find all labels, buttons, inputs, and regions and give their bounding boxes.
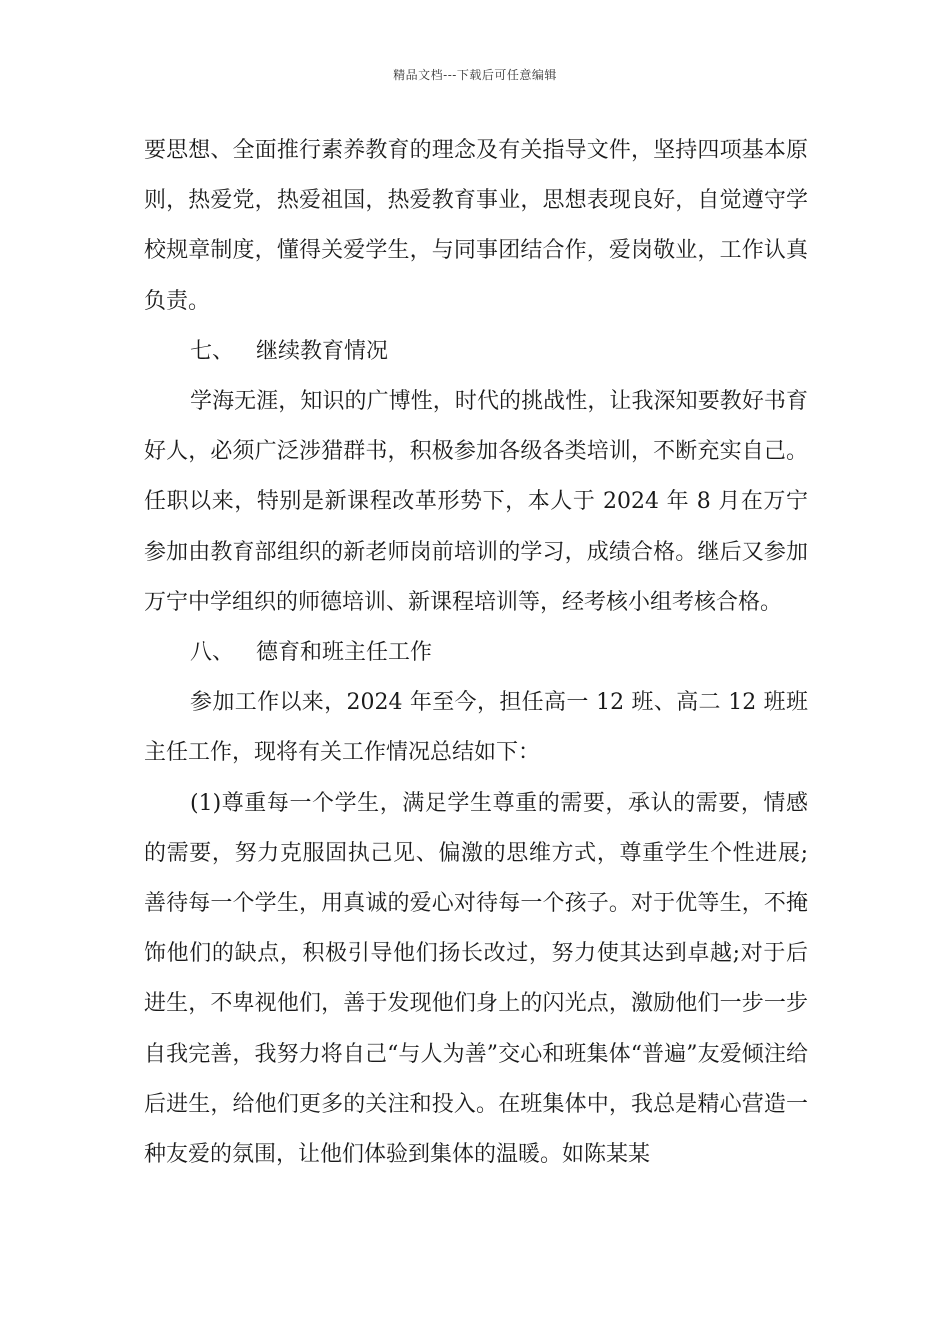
- document-body: [144, 126, 808, 1180]
- section-heading-moral-education: [144, 628, 808, 678]
- section-heading-continuing-education: [144, 327, 808, 377]
- paragraph-continuing-education: 学海无涯，知识的广博性，时代的挑战性，让我深知要教好书育好人，必须广泛涉猎群书，积极参加各级各类培训，不断充实自己。任职以来，特别是新课程改革形势下，本人于 2024 年 8 月在万宁参加由教育部组织的新老师岗前培训的学习，成绩合格。继后又参加万宁中学组织的师德培训、新课程培训等，经考核小组考核合格。: [144, 389, 808, 615]
- paragraph-respect-students: (1)尊重每一个学生，满足学生尊重的需要，承认的需要，情感的需要，努力克服固执己见、偏激的思维方式，尊重学生个性进展;善待每一个学生，用真诚的爱心对待每一个孩子。对于优等生，不掩饰他们的缺点，积极引导他们扬长改过，努力使其达到卓越;对于后进生，不卑视他们，善于发现他们身上的闪光点，激励他们一步一步自我完善，我努力将自己“与人为善”交心和班集体“普遍”友爱倾注给后进生，给他们更多的关注和投入。在班集体中，我总是精心营造一种友爱的氛围，让他们体验到集体的温暖。如陈某某: [144, 790, 808, 1168]
- paragraph-principles: 要思想、全面推行素养教育的理念及有关指导文件，坚持四项基本原则，热爱党，热爱祖国，热爱教育事业，思想表现良好，自觉遵守学校规章制度，懂得关爱学生，与同事团结合作，爱岗敬业，工作认真负责。: [144, 138, 808, 314]
- heading-title: 继续教育情况: [256, 338, 389, 364]
- heading-title: 德育和班主任工作: [256, 640, 433, 666]
- page-header: 精品文档---下载后可任意编辑: [393, 68, 557, 82]
- heading-number: 七、: [190, 338, 235, 364]
- paragraph-class-teacher-intro: 参加工作以来，2024 年至今，担任高一 12 班、高二 12 班班主任工作，现将有关工作情况总结如下：: [144, 690, 808, 766]
- heading-number: 八、: [190, 640, 235, 666]
